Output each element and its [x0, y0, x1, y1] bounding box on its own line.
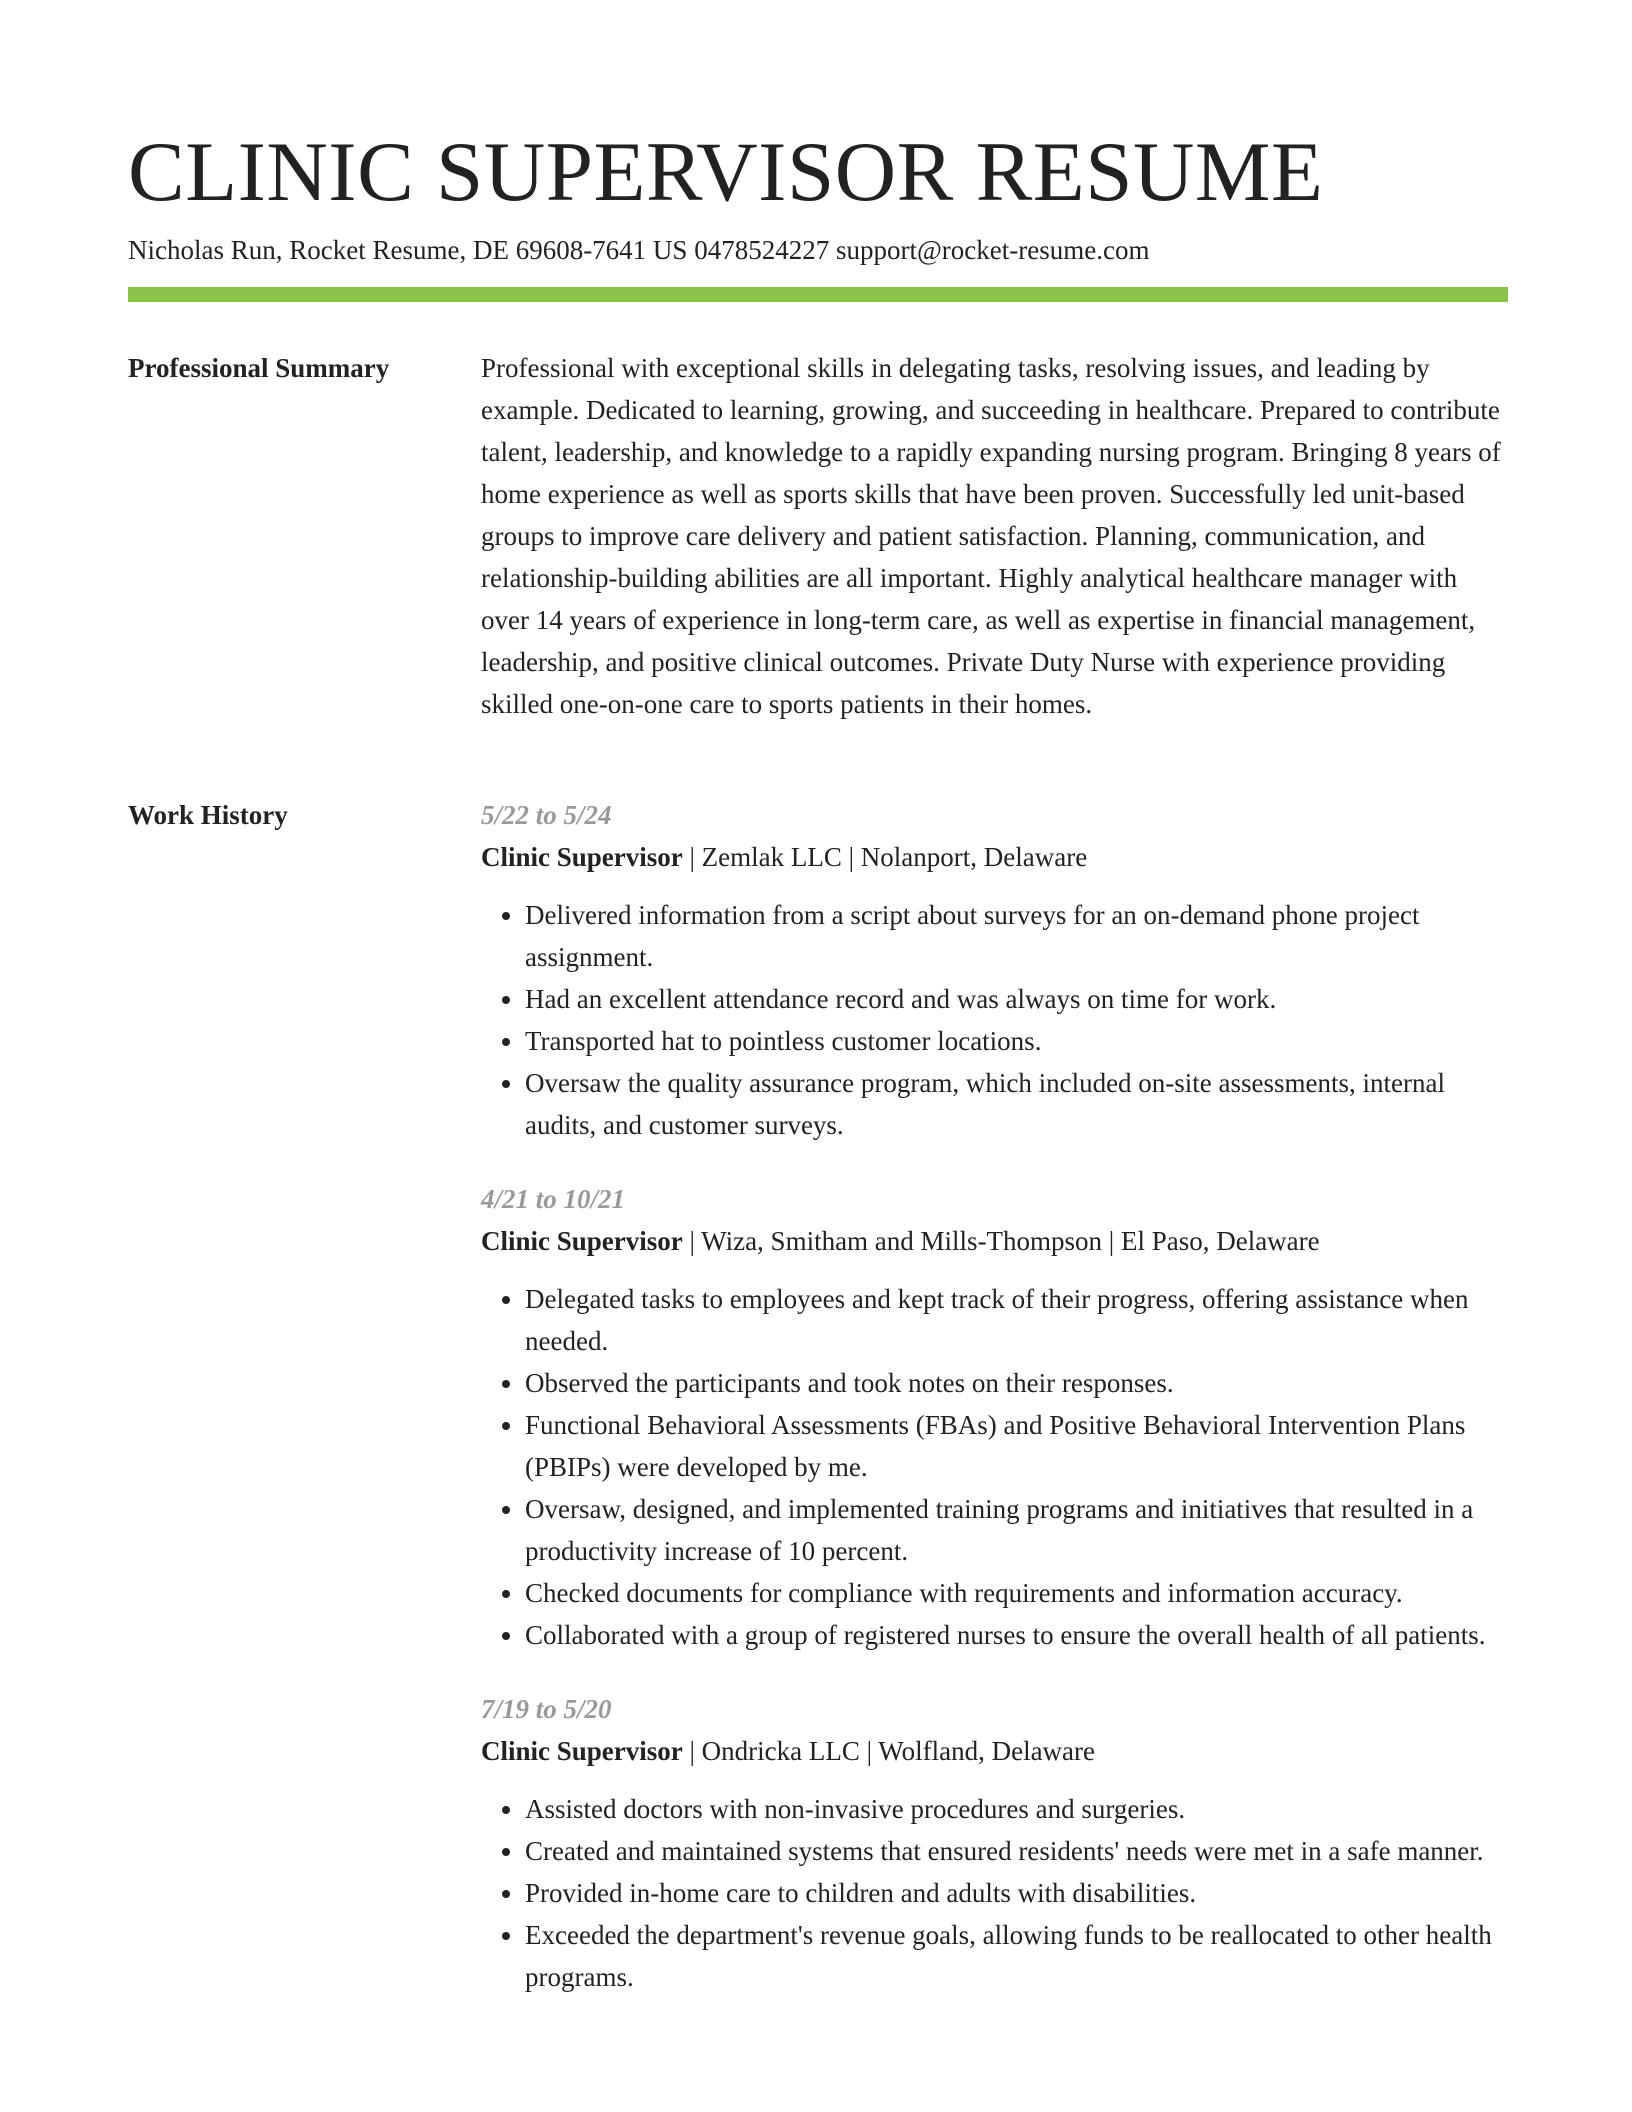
job-title: Clinic Supervisor [481, 842, 683, 872]
job-employer-location: | Zemlak LLC | Nolanport, Delaware [682, 842, 1088, 872]
job-dates: 5/22 to 5/24 [481, 800, 612, 830]
contact-line: Nicholas Run, Rocket Resume, DE 69608-7641 US 0478524227 support@rocket-resume.com [128, 235, 1150, 265]
job-bullet-list [481, 894, 1511, 1146]
section-label-professional-summary: Professional Summary [128, 353, 390, 383]
work-history-body [481, 794, 1511, 2030]
job-title: Clinic Supervisor [481, 1736, 683, 1766]
job-bullet: • Delegated tasks to employees and kept track of their progress, offering assistance when needed. [525, 1278, 1511, 1362]
job-bullet: • Had an excellent attendance record and was always on time for work. [525, 978, 1511, 1020]
job-bullet: • Oversaw the quality assurance program, which included on-site assessments, internal audits, and customer surveys. [525, 1062, 1511, 1146]
job-bullet: • Exceeded the department's revenue goals, allowing funds to be reallocated to other health programs. [525, 1914, 1511, 1998]
job-heading [481, 836, 1511, 878]
job-employer-location: | Wiza, Smitham and Mills-Thompson | El Paso, Delaware [682, 1226, 1320, 1256]
job-bullet-list [481, 1788, 1511, 1998]
job-bullet-list [481, 1278, 1511, 1656]
job-bullet: • Assisted doctors with non-invasive procedures and surgeries. [525, 1788, 1511, 1830]
job-heading [481, 1220, 1511, 1262]
job-heading [481, 1730, 1511, 1772]
job-dates: 7/19 to 5/20 [481, 1694, 612, 1724]
summary-text: Professional with exceptional skills in delegating tasks, resolving issues, and leading by example. Dedicated to learning, growing, and succeeding in healthcare. Prepared to contribute talent, leadership, and knowledge to a rapidly expanding nursing program. Bringing 8 years of home experience as well as sports skills that have been proven. Successfully led unit-based groups to improve care delivery and patient satisfaction. Planning, communication, and relationship-building abilities are all important. Highly analytical healthcare manager with over 14 years of experience in long-term care, as well as expertise in financial management, leadership, and positive clinical outcomes. Private Duty Nurse with experience providing skilled one-on-one care to sports patients in their homes. [481, 353, 1501, 719]
job-title: Clinic Supervisor [481, 1226, 683, 1256]
section-label-work-history: Work History [128, 800, 288, 830]
job-bullet: • Observed the participants and took notes on their responses. [525, 1362, 1511, 1404]
job-bullet: • Oversaw, designed, and implemented training programs and initiatives that resulted in a productivity increase of 10 percent. [525, 1488, 1511, 1572]
job-entry [481, 1178, 1511, 1656]
job-bullet: • Provided in-home care to children and adults with disabilities. [525, 1872, 1511, 1914]
job-bullet: • Delivered information from a script about surveys for an on-demand phone project assignment. [525, 894, 1511, 978]
job-bullet: • Transported hat to pointless customer locations. [525, 1020, 1511, 1062]
job-employer-location: | Ondricka LLC | Wolfland, Delaware [682, 1736, 1096, 1766]
job-entry [481, 794, 1511, 1146]
job-dates: 4/21 to 10/21 [481, 1184, 626, 1214]
job-bullet: • Created and maintained systems that ensured residents' needs were met in a safe manner. [525, 1830, 1511, 1872]
job-bullet: • Checked documents for compliance with requirements and information accuracy. [525, 1572, 1511, 1614]
resume-title: CLINIC SUPERVISOR RESUME [128, 125, 1324, 219]
job-entry [481, 1688, 1511, 1998]
job-bullet: • Collaborated with a group of registered nurses to ensure the overall health of all patients. [525, 1614, 1511, 1656]
header-divider [128, 287, 1508, 302]
summary-body [481, 347, 1511, 725]
job-bullet: • Functional Behavioral Assessments (FBAs) and Positive Behavioral Intervention Plans (PBIPs) were developed by me. [525, 1404, 1511, 1488]
